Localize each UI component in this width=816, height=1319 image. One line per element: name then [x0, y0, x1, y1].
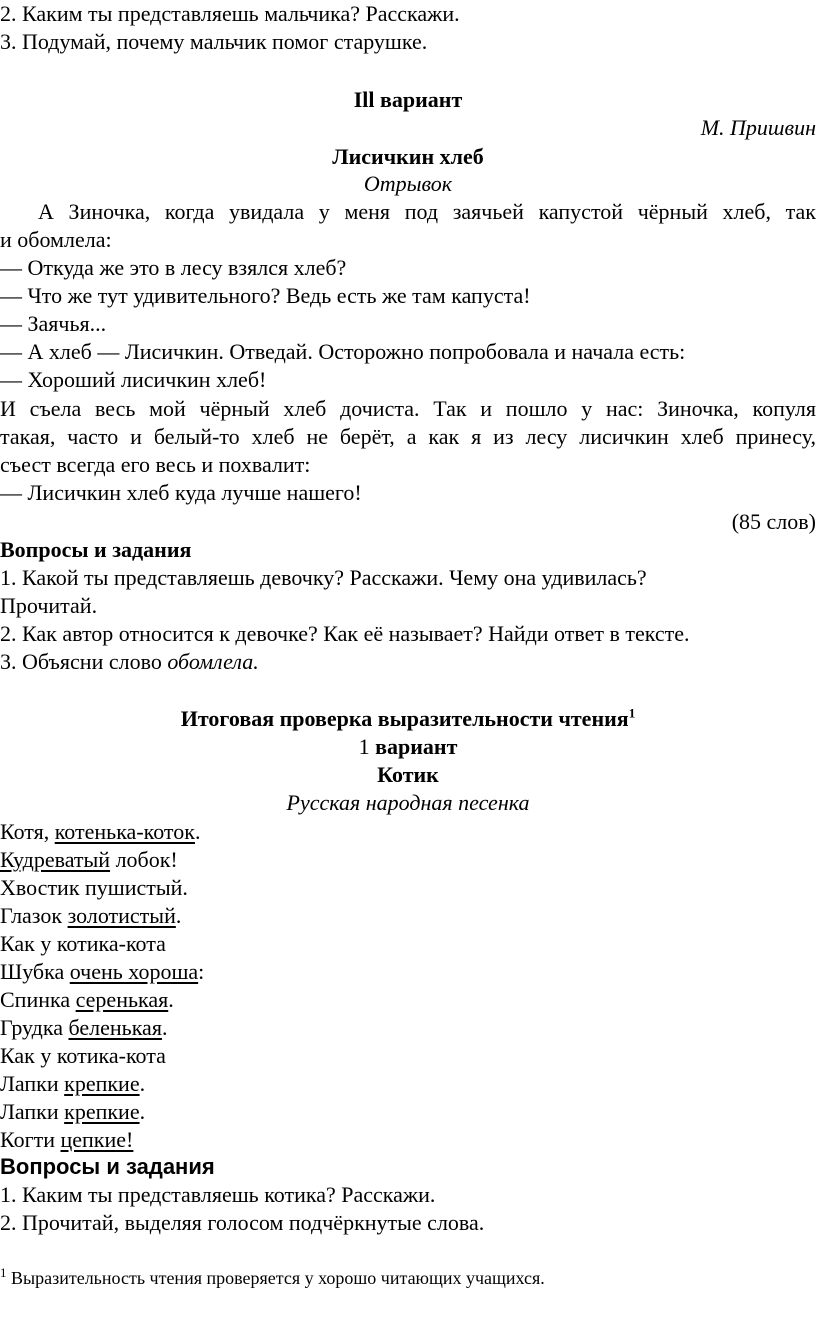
poem-underlined-word: беленькая [68, 1015, 162, 1040]
poem-text: Котя, [0, 819, 55, 844]
questions-heading-2: Вопросы и задания [0, 1154, 215, 1179]
poem-underlined-word: котенька-коток [54, 819, 195, 844]
poem-text: Лапки [0, 1099, 65, 1124]
poem-line [0, 930, 816, 958]
poem-line [0, 846, 816, 874]
story-line: — Что же тут удивительного? Ведь есть же там капуста! [0, 283, 531, 308]
poem-underlined-word: Кудреватый [0, 847, 111, 872]
poem-text: Глазок [0, 903, 68, 928]
poem-title: Котик [377, 762, 439, 787]
poem-question-2: 2. Прочитай, выделяя голосом подчёркнутые слова. [0, 1210, 485, 1235]
question-2-top: 2. Каким ты представляешь мальчика? Расскажи. [0, 1, 460, 26]
poem-text: . [139, 1071, 146, 1096]
footnote [0, 1266, 816, 1290]
poem-line [0, 874, 816, 902]
poem-text: лобок! [110, 847, 178, 872]
poem-line [0, 1098, 816, 1126]
poem-text: . [168, 987, 174, 1012]
story-line: И съела весь мой чёрный хлеб дочиста. Так и пошло у нас: Зиночка, копуля [0, 396, 816, 421]
questions-heading: Вопросы и задания [0, 537, 192, 562]
poem-line [0, 818, 816, 846]
story-line: — Лисичкин хлеб куда лучше нашего! [0, 480, 362, 505]
question-1-continued: Прочитай. [0, 593, 98, 618]
author: М. Пришвин [700, 115, 816, 140]
poem-line [0, 1042, 816, 1070]
story-line: и обомлела: [0, 227, 112, 252]
poem-line [0, 1014, 816, 1042]
poem-text: . [175, 903, 182, 928]
question-3-text: 3. Объясни слово [0, 649, 168, 674]
poem-text: Грудка [0, 1015, 69, 1040]
poem-line [0, 986, 816, 1014]
poem-text: Как у котика-кота [0, 931, 166, 956]
poem-text: Шубка [0, 959, 70, 984]
poem-text: Как у котика-кота [0, 1043, 166, 1068]
poem-text: : [198, 959, 205, 984]
poem-question-1: 1. Каким ты представляешь котика? Расскажи. [0, 1182, 436, 1207]
question-1: 1. Какой ты представляешь девочку? Расскажи. Чему она удивилась? [0, 565, 647, 590]
story-line: съест всегда его весь и похвалит: [0, 452, 311, 477]
footnote-reference: 1 [628, 705, 636, 721]
poem-line [0, 1070, 816, 1098]
word-count: (85 слов) [731, 509, 816, 534]
question-3-top: 3. Подумай, почему мальчик помог старушке. [0, 29, 428, 54]
poem-underlined-word: цепкие! [60, 1127, 134, 1152]
variant-1-heading [0, 733, 816, 761]
poem-underlined-word: золотистый [67, 903, 176, 928]
question-3 [0, 648, 816, 676]
poem-underlined-word: очень хороша [69, 959, 199, 984]
variant-word: вариант [369, 734, 458, 759]
variant-number: 1 [358, 734, 370, 759]
story-subtitle: Отрывок [363, 171, 453, 196]
poem-line [0, 958, 816, 986]
story-line: А Зиночка, когда увидала у меня под заячьей капустой чёрный хлеб, так [38, 199, 816, 224]
poem-underlined-word: крепкие [64, 1099, 140, 1124]
poem-subtitle: Русская народная песенка [286, 790, 530, 815]
variant-heading: Ill вариант [353, 87, 463, 112]
question-2: 2. Как автор относится к девочке? Как её называет? Найди ответ в тексте. [0, 621, 690, 646]
story-title: Лисичкин хлеб [332, 144, 484, 169]
poem-underlined-word: крепкие [64, 1071, 140, 1096]
poem-text: . [161, 1015, 168, 1040]
story-line: — Заячья... [0, 311, 107, 336]
final-check-heading [0, 705, 816, 733]
story-line: — Откуда же это в лесу взялся хлеб? [0, 255, 347, 280]
footnote-mark: 1 [0, 1265, 7, 1280]
poem-underlined-word: серенькая [75, 987, 169, 1012]
poem-text: Когти [0, 1127, 61, 1152]
story-line: — А хлеб — Лисичкин. Отведай. Осторожно попробовала и начала есть: [0, 339, 686, 364]
story-line: такая, часто и белый-то хлеб не берёт, а как я из лесу лисичкин хлеб принесу, [0, 424, 816, 449]
story-line: — Хороший лисичкин хлеб! [0, 367, 267, 392]
final-check-title: Итоговая проверка выразительности чтения [180, 706, 629, 731]
poem-text: . [139, 1099, 146, 1124]
poem-text: Лапки [0, 1071, 65, 1096]
poem-line [0, 1126, 816, 1154]
footnote-text: Выразительность чтения проверяется у хорошо читающих учащихся. [6, 1268, 545, 1288]
poem-text: Хвостик пушистый. [0, 875, 188, 900]
question-3-word: обомлела. [167, 649, 259, 674]
poem-text: Спинка [0, 987, 76, 1012]
poem-text: . [194, 819, 201, 844]
poem-line [0, 902, 816, 930]
